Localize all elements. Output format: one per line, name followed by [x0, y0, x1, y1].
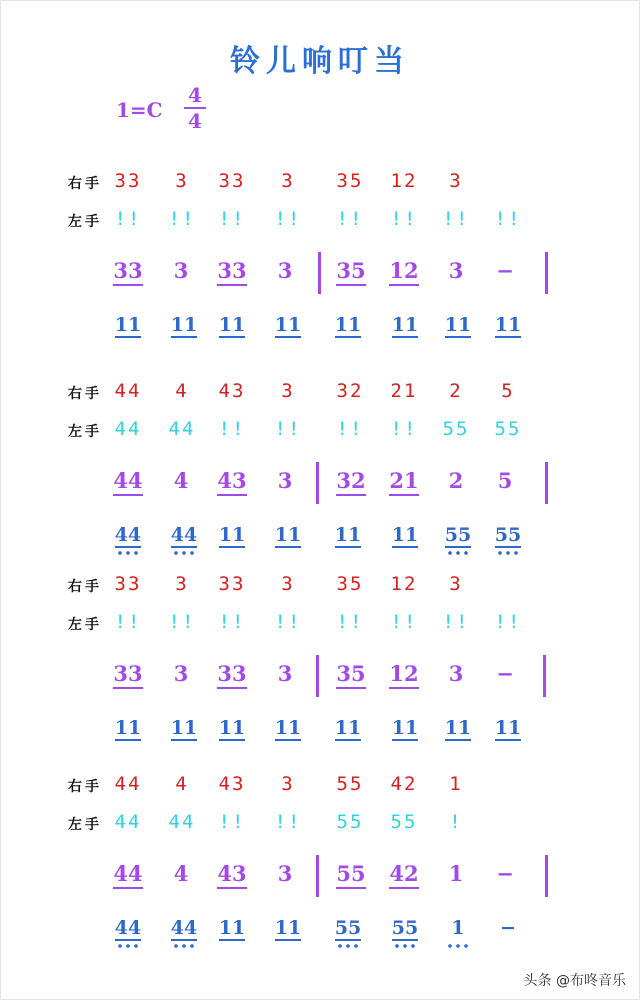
right-hand-note [202, 773, 262, 795]
bass-note [98, 524, 158, 546]
staff-note [255, 258, 315, 283]
bass-note [202, 314, 262, 336]
bass-note [375, 524, 435, 546]
bass-note [478, 917, 538, 939]
staff-note-text: 33 [113, 258, 142, 286]
staff-note [98, 468, 158, 493]
staff-note [475, 258, 535, 283]
left-hand-note-text: !! [336, 611, 364, 633]
left-hand-note-text: 44 [114, 418, 142, 440]
right-hand-note [374, 773, 434, 795]
left-hand-note [258, 418, 318, 440]
left-hand-note [98, 418, 158, 440]
bass-note-text: 1 [451, 917, 465, 939]
right-hand-note-text: 3 [281, 573, 295, 595]
staff-note [202, 861, 262, 886]
bass-note [478, 717, 538, 739]
staff-note [321, 468, 381, 493]
right-hand-note-text: 35 [336, 573, 364, 595]
staff-note-text: 43 [217, 468, 246, 496]
left-hand-note-text: !! [442, 208, 470, 230]
left-hand-note [478, 208, 538, 230]
time-signature-bottom: 4 [188, 109, 202, 133]
bass-note [318, 524, 378, 546]
right-hand-note [258, 773, 318, 795]
staff-note-text: 3 [277, 258, 293, 283]
staff-note-text: − [496, 861, 514, 886]
staff-note-text: 2 [448, 468, 464, 493]
left-hand-note [320, 208, 380, 230]
watermark: 头条 @布咚音乐 [523, 973, 626, 989]
bass-note-text: 55 [444, 524, 472, 546]
staff-note-text: 12 [389, 661, 418, 689]
left-hand-note-text: ! [449, 811, 463, 833]
left-hand-note [374, 208, 434, 230]
bass-note [202, 717, 262, 739]
right-hand-note-text: 3 [449, 573, 463, 595]
bass-note [258, 917, 318, 939]
bass-note [318, 717, 378, 739]
bass-note-text: 11 [494, 314, 522, 336]
left-hand-note-text: 44 [114, 811, 142, 833]
bass-note [202, 917, 262, 939]
left-hand-note [374, 811, 434, 833]
staff-note [98, 258, 158, 283]
staff-note [475, 468, 535, 493]
left-hand-note [320, 611, 380, 633]
staff-note [321, 258, 381, 283]
time-signature [184, 84, 206, 132]
left-hand-note [258, 811, 318, 833]
left-hand-note-text: !! [336, 418, 364, 440]
staff-note [374, 468, 434, 493]
staff-note-text: 44 [113, 861, 142, 889]
left-hand-note-text: !! [218, 208, 246, 230]
staff-note [475, 861, 535, 886]
bass-note-text: 44 [170, 524, 198, 546]
right-hand-note [426, 170, 486, 192]
left-hand-label: 左手 [68, 617, 102, 633]
bass-note-text: − [500, 917, 516, 939]
bass-note-text: 55 [334, 917, 362, 939]
left-hand-note [320, 811, 380, 833]
staff-note [202, 468, 262, 493]
right-hand-note [426, 573, 486, 595]
staff-note-text: 42 [389, 861, 418, 889]
staff-note [202, 258, 262, 283]
right-hand-note-text: 42 [390, 773, 418, 795]
measure-barline [318, 252, 321, 294]
bass-note [258, 717, 318, 739]
bass-note [202, 524, 262, 546]
staff-note-text: 3 [277, 861, 293, 886]
bass-note-text: 11 [170, 717, 198, 739]
bass-note-text: 11 [444, 314, 472, 336]
right-hand-note-text: 33 [218, 573, 246, 595]
right-hand-note [320, 380, 380, 402]
right-hand-note-text: 21 [390, 380, 418, 402]
end-barline [545, 462, 548, 504]
left-hand-note-text: 44 [168, 418, 196, 440]
bass-note [258, 314, 318, 336]
left-hand-note-text: 55 [390, 811, 418, 833]
right-hand-note-text: 5 [501, 380, 515, 402]
staff-note [255, 661, 315, 686]
right-hand-note-text: 35 [336, 170, 364, 192]
right-hand-label: 右手 [68, 176, 102, 192]
bass-note-text: 11 [170, 314, 198, 336]
end-barline [543, 655, 546, 697]
right-hand-note-text: 3 [175, 573, 189, 595]
right-hand-note-text: 3 [281, 380, 295, 402]
bass-note [375, 314, 435, 336]
bass-note-text: 11 [274, 524, 302, 546]
left-hand-note [374, 418, 434, 440]
left-hand-note-text: 55 [336, 811, 364, 833]
bass-note-text: 11 [218, 524, 246, 546]
staff-note-text: 33 [113, 661, 142, 689]
staff-note-text: 3 [277, 661, 293, 686]
right-hand-note [258, 170, 318, 192]
left-hand-note [202, 208, 262, 230]
right-hand-note [374, 170, 434, 192]
right-hand-note [258, 380, 318, 402]
right-hand-note-text: 12 [390, 170, 418, 192]
staff-note-text: 3 [173, 258, 189, 283]
staff-note-text: − [496, 258, 514, 283]
staff-note-text: − [496, 661, 514, 686]
left-hand-note [202, 611, 262, 633]
bass-note-text: 11 [391, 314, 419, 336]
bass-note-text: 44 [114, 524, 142, 546]
right-hand-note-text: 33 [114, 573, 142, 595]
right-hand-note-text: 4 [175, 380, 189, 402]
right-hand-note-text: 4 [175, 773, 189, 795]
staff-note-text: 35 [336, 661, 365, 689]
bass-note-text: 11 [218, 717, 246, 739]
right-hand-label: 右手 [68, 779, 102, 795]
staff-note-text: 44 [113, 468, 142, 496]
bass-note-text: 11 [334, 717, 362, 739]
end-barline [545, 855, 548, 897]
staff-note [475, 661, 535, 686]
bass-note [375, 917, 435, 939]
bass-note-text: 11 [274, 314, 302, 336]
staff-note-text: 1 [448, 861, 464, 886]
staff-note-text: 35 [336, 258, 365, 286]
left-hand-label: 左手 [68, 424, 102, 440]
staff-note-text: 33 [217, 661, 246, 689]
left-hand-note-text: !! [114, 208, 142, 230]
right-hand-note [320, 573, 380, 595]
right-hand-note-text: 43 [218, 380, 246, 402]
right-hand-note [374, 380, 434, 402]
bass-note [258, 524, 318, 546]
end-barline [545, 252, 548, 294]
left-hand-note [426, 208, 486, 230]
bass-note-text: 11 [114, 717, 142, 739]
left-hand-note-text: !! [168, 208, 196, 230]
staff-note-text: 5 [497, 468, 513, 493]
measure-barline [316, 855, 319, 897]
left-hand-note [320, 418, 380, 440]
right-hand-note-text: 1 [449, 773, 463, 795]
staff-note-text: 3 [173, 661, 189, 686]
left-hand-note [258, 208, 318, 230]
bass-note-text: 11 [494, 717, 522, 739]
staff-note-text: 3 [448, 258, 464, 283]
bass-note-text: 11 [444, 717, 472, 739]
left-hand-note-text: !! [114, 611, 142, 633]
bass-note-text: 11 [274, 717, 302, 739]
left-hand-note-text: !! [274, 611, 302, 633]
bass-note-text: 11 [218, 314, 246, 336]
bass-note-text: 11 [218, 917, 246, 939]
right-hand-note-text: 3 [281, 773, 295, 795]
left-hand-note-text: !! [274, 418, 302, 440]
staff-note [321, 861, 381, 886]
bass-note [478, 314, 538, 336]
staff-note-text: 4 [173, 861, 189, 886]
left-hand-note [374, 611, 434, 633]
left-hand-note-text: !! [218, 811, 246, 833]
right-hand-note [426, 380, 486, 402]
bass-note-text: 55 [391, 917, 419, 939]
left-hand-note-text: 44 [168, 811, 196, 833]
right-hand-note [202, 380, 262, 402]
left-hand-note-text: !! [168, 611, 196, 633]
bass-note-text: 55 [494, 524, 522, 546]
staff-note-text: 21 [389, 468, 418, 496]
staff-note-text: 33 [217, 258, 246, 286]
bass-note [375, 717, 435, 739]
right-hand-note [98, 380, 158, 402]
staff-note [255, 468, 315, 493]
staff-note [374, 258, 434, 283]
bass-note [478, 524, 538, 546]
staff-note [98, 661, 158, 686]
left-hand-note [426, 811, 486, 833]
measure-barline [316, 655, 319, 697]
left-hand-label: 左手 [68, 817, 102, 833]
right-hand-note-text: 33 [114, 170, 142, 192]
left-hand-note [478, 418, 538, 440]
right-hand-note-text: 12 [390, 573, 418, 595]
left-hand-note-text: !! [218, 418, 246, 440]
staff-note-text: 32 [336, 468, 365, 496]
left-hand-note-text: !! [390, 418, 418, 440]
left-hand-note-text: !! [390, 208, 418, 230]
left-hand-note [98, 611, 158, 633]
staff-note-text: 3 [277, 468, 293, 493]
right-hand-note-text: 33 [218, 170, 246, 192]
bass-note [318, 314, 378, 336]
right-hand-note [98, 573, 158, 595]
staff-note [321, 661, 381, 686]
bass-note [98, 717, 158, 739]
left-hand-note [202, 811, 262, 833]
bass-note-text: 11 [391, 524, 419, 546]
right-hand-note-text: 44 [114, 773, 142, 795]
staff-note [98, 861, 158, 886]
right-hand-note [98, 170, 158, 192]
bass-note [98, 917, 158, 939]
left-hand-note [258, 611, 318, 633]
left-hand-note-text: !! [390, 611, 418, 633]
bass-note-text: 11 [334, 524, 362, 546]
song-title: 铃儿响叮当 [230, 44, 410, 79]
left-hand-note-text: !! [494, 611, 522, 633]
bass-note-text: 11 [274, 917, 302, 939]
right-hand-label: 右手 [68, 386, 102, 402]
right-hand-note [426, 773, 486, 795]
left-hand-note [426, 611, 486, 633]
left-hand-note [98, 208, 158, 230]
staff-note [374, 661, 434, 686]
left-hand-note-text: !! [274, 208, 302, 230]
bass-note-text: 44 [114, 917, 142, 939]
staff-note-text: 43 [217, 861, 246, 889]
right-hand-note-text: 32 [336, 380, 364, 402]
right-hand-note-text: 3 [281, 170, 295, 192]
bass-note-text: 11 [391, 717, 419, 739]
bass-note-text: 11 [334, 314, 362, 336]
left-hand-note [202, 418, 262, 440]
right-hand-note-text: 3 [175, 170, 189, 192]
staff-note-text: 3 [448, 661, 464, 686]
bass-note-text: 11 [114, 314, 142, 336]
left-hand-note [426, 418, 486, 440]
right-hand-note [320, 170, 380, 192]
left-hand-note-text: !! [218, 611, 246, 633]
left-hand-note-text: 55 [494, 418, 522, 440]
right-hand-note [202, 170, 262, 192]
staff-note [202, 661, 262, 686]
right-hand-note [258, 573, 318, 595]
right-hand-note [98, 773, 158, 795]
left-hand-note-text: !! [336, 208, 364, 230]
right-hand-label: 右手 [68, 579, 102, 595]
right-hand-note [374, 573, 434, 595]
bass-note [98, 314, 158, 336]
right-hand-note-text: 55 [336, 773, 364, 795]
time-signature-top: 4 [188, 83, 202, 107]
bass-note [318, 917, 378, 939]
bass-note-text: 44 [170, 917, 198, 939]
staff-note [374, 861, 434, 886]
left-hand-note [478, 611, 538, 633]
staff-note-text: 4 [173, 468, 189, 493]
right-hand-note-text: 2 [449, 380, 463, 402]
left-hand-note-text: !! [274, 811, 302, 833]
right-hand-note-text: 3 [449, 170, 463, 192]
right-hand-note-text: 43 [218, 773, 246, 795]
right-hand-note [202, 573, 262, 595]
left-hand-label: 左手 [68, 214, 102, 230]
right-hand-note [320, 773, 380, 795]
staff-note-text: 55 [336, 861, 365, 889]
right-hand-note [478, 380, 538, 402]
staff-note-text: 12 [389, 258, 418, 286]
left-hand-note-text: !! [442, 611, 470, 633]
left-hand-note-text: 55 [442, 418, 470, 440]
staff-note [255, 861, 315, 886]
left-hand-note [98, 811, 158, 833]
key-signature: 1=C [116, 98, 163, 122]
measure-barline [316, 462, 319, 504]
right-hand-note-text: 44 [114, 380, 142, 402]
left-hand-note-text: !! [494, 208, 522, 230]
